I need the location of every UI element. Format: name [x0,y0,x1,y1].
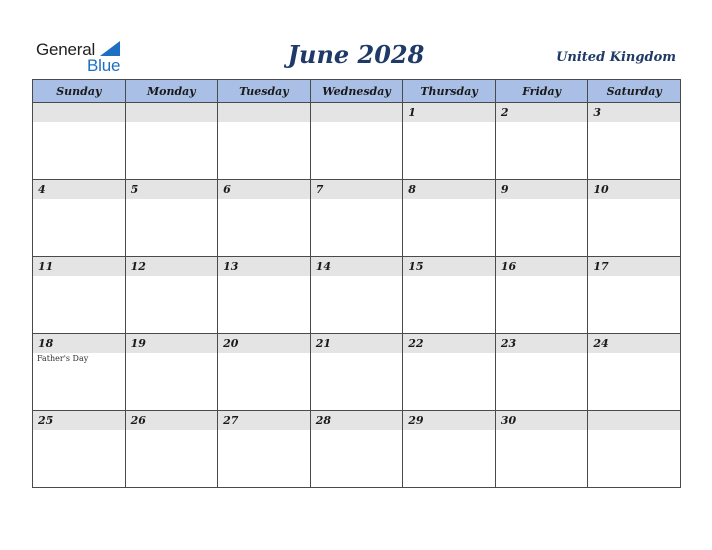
holiday-label [403,199,495,200]
holiday-label [311,199,403,200]
holiday-label [126,276,218,277]
day-cell [495,257,588,334]
day-cell [588,103,681,180]
day-cell [125,103,218,180]
holiday-label [496,199,588,200]
holiday-label [403,122,495,123]
holiday-label [588,199,680,200]
brand-name-blue: Blue [87,56,121,75]
holiday-label [33,276,125,277]
day-cell [588,257,681,334]
day-number: 26 [126,411,218,430]
day-cell [33,257,126,334]
weekday-header: Sunday [33,80,126,103]
day-number: 22 [403,334,495,353]
day-number: 23 [496,334,588,353]
day-number: 9 [496,180,588,199]
holiday-label [218,276,310,277]
week-row [33,180,681,257]
holiday-label [311,353,403,354]
holiday-label [403,353,495,354]
day-number [218,103,310,122]
holiday-label [588,276,680,277]
holiday-label [218,122,310,123]
day-cell [403,180,496,257]
day-cell [588,411,681,488]
weekday-header-row [33,80,681,103]
holiday-label [218,430,310,431]
holiday-label [126,122,218,123]
day-number: 14 [311,257,403,276]
day-number: 11 [33,257,125,276]
day-cell [33,334,126,411]
day-cell [125,334,218,411]
holiday-label [496,122,588,123]
holiday-label [218,199,310,200]
day-number: 7 [311,180,403,199]
day-cell [33,411,126,488]
day-number: 2 [496,103,588,122]
holiday-label [126,430,218,431]
calendar-title: June 2028 [287,40,425,69]
day-number: 20 [218,334,310,353]
day-cell [218,257,311,334]
day-number: 13 [218,257,310,276]
holiday-label [126,199,218,200]
day-number: 4 [33,180,125,199]
weekday-header: Friday [495,80,588,103]
weekday-header: Tuesday [218,80,311,103]
day-cell [125,411,218,488]
day-cell [403,103,496,180]
day-number [311,103,403,122]
day-cell [125,257,218,334]
holiday-label [218,353,310,354]
holiday-label [311,276,403,277]
holiday-label [311,122,403,123]
day-cell [218,334,311,411]
day-cell [33,103,126,180]
holiday-label: Father's Day [37,354,89,363]
holiday-label [403,430,495,431]
day-number: 15 [403,257,495,276]
day-number: 28 [311,411,403,430]
day-number: 8 [403,180,495,199]
weekday-header: Wednesday [310,80,403,103]
holiday-label [588,430,680,431]
day-number: 19 [126,334,218,353]
day-number: 27 [218,411,310,430]
day-cell [403,411,496,488]
day-number: 21 [311,334,403,353]
day-cell [310,103,403,180]
holiday-label [588,353,680,354]
day-number: 3 [588,103,680,122]
day-cell [495,411,588,488]
day-cell [125,180,218,257]
day-number: 25 [33,411,125,430]
day-cell [495,103,588,180]
day-number: 24 [588,334,680,353]
day-number: 30 [496,411,588,430]
day-cell [403,334,496,411]
holiday-label [33,122,125,123]
holiday-label [496,353,588,354]
weekday-header: Saturday [588,80,681,103]
day-cell [218,180,311,257]
day-cell [310,257,403,334]
day-cell [403,257,496,334]
week-row [33,103,681,180]
holiday-label [496,430,588,431]
holiday-label [403,276,495,277]
day-number: 5 [126,180,218,199]
day-number: 18 [33,334,125,353]
day-cell [495,180,588,257]
day-number: 17 [588,257,680,276]
holiday-label [588,122,680,123]
day-cell [33,180,126,257]
month-calendar [32,79,681,488]
week-row [33,257,681,334]
holiday-label [33,430,125,431]
holiday-label [33,199,125,200]
day-cell [588,180,681,257]
day-number: 16 [496,257,588,276]
day-cell [588,334,681,411]
holiday-label [496,276,588,277]
day-cell [310,180,403,257]
country-label: United Kingdom [556,50,676,65]
day-number: 6 [218,180,310,199]
day-cell [310,411,403,488]
weekday-header: Monday [125,80,218,103]
week-row [33,334,681,411]
holiday-label [126,353,218,354]
day-number [33,103,125,122]
day-number [126,103,218,122]
weekday-header: Thursday [403,80,496,103]
day-cell [218,103,311,180]
day-number: 10 [588,180,680,199]
brand-name-general: General [36,40,96,59]
day-number: 29 [403,411,495,430]
day-cell [218,411,311,488]
holiday-label [311,430,403,431]
day-cell [495,334,588,411]
week-row [33,411,681,488]
day-number: 1 [403,103,495,122]
day-number [588,411,680,430]
day-number: 12 [126,257,218,276]
day-cell [310,334,403,411]
